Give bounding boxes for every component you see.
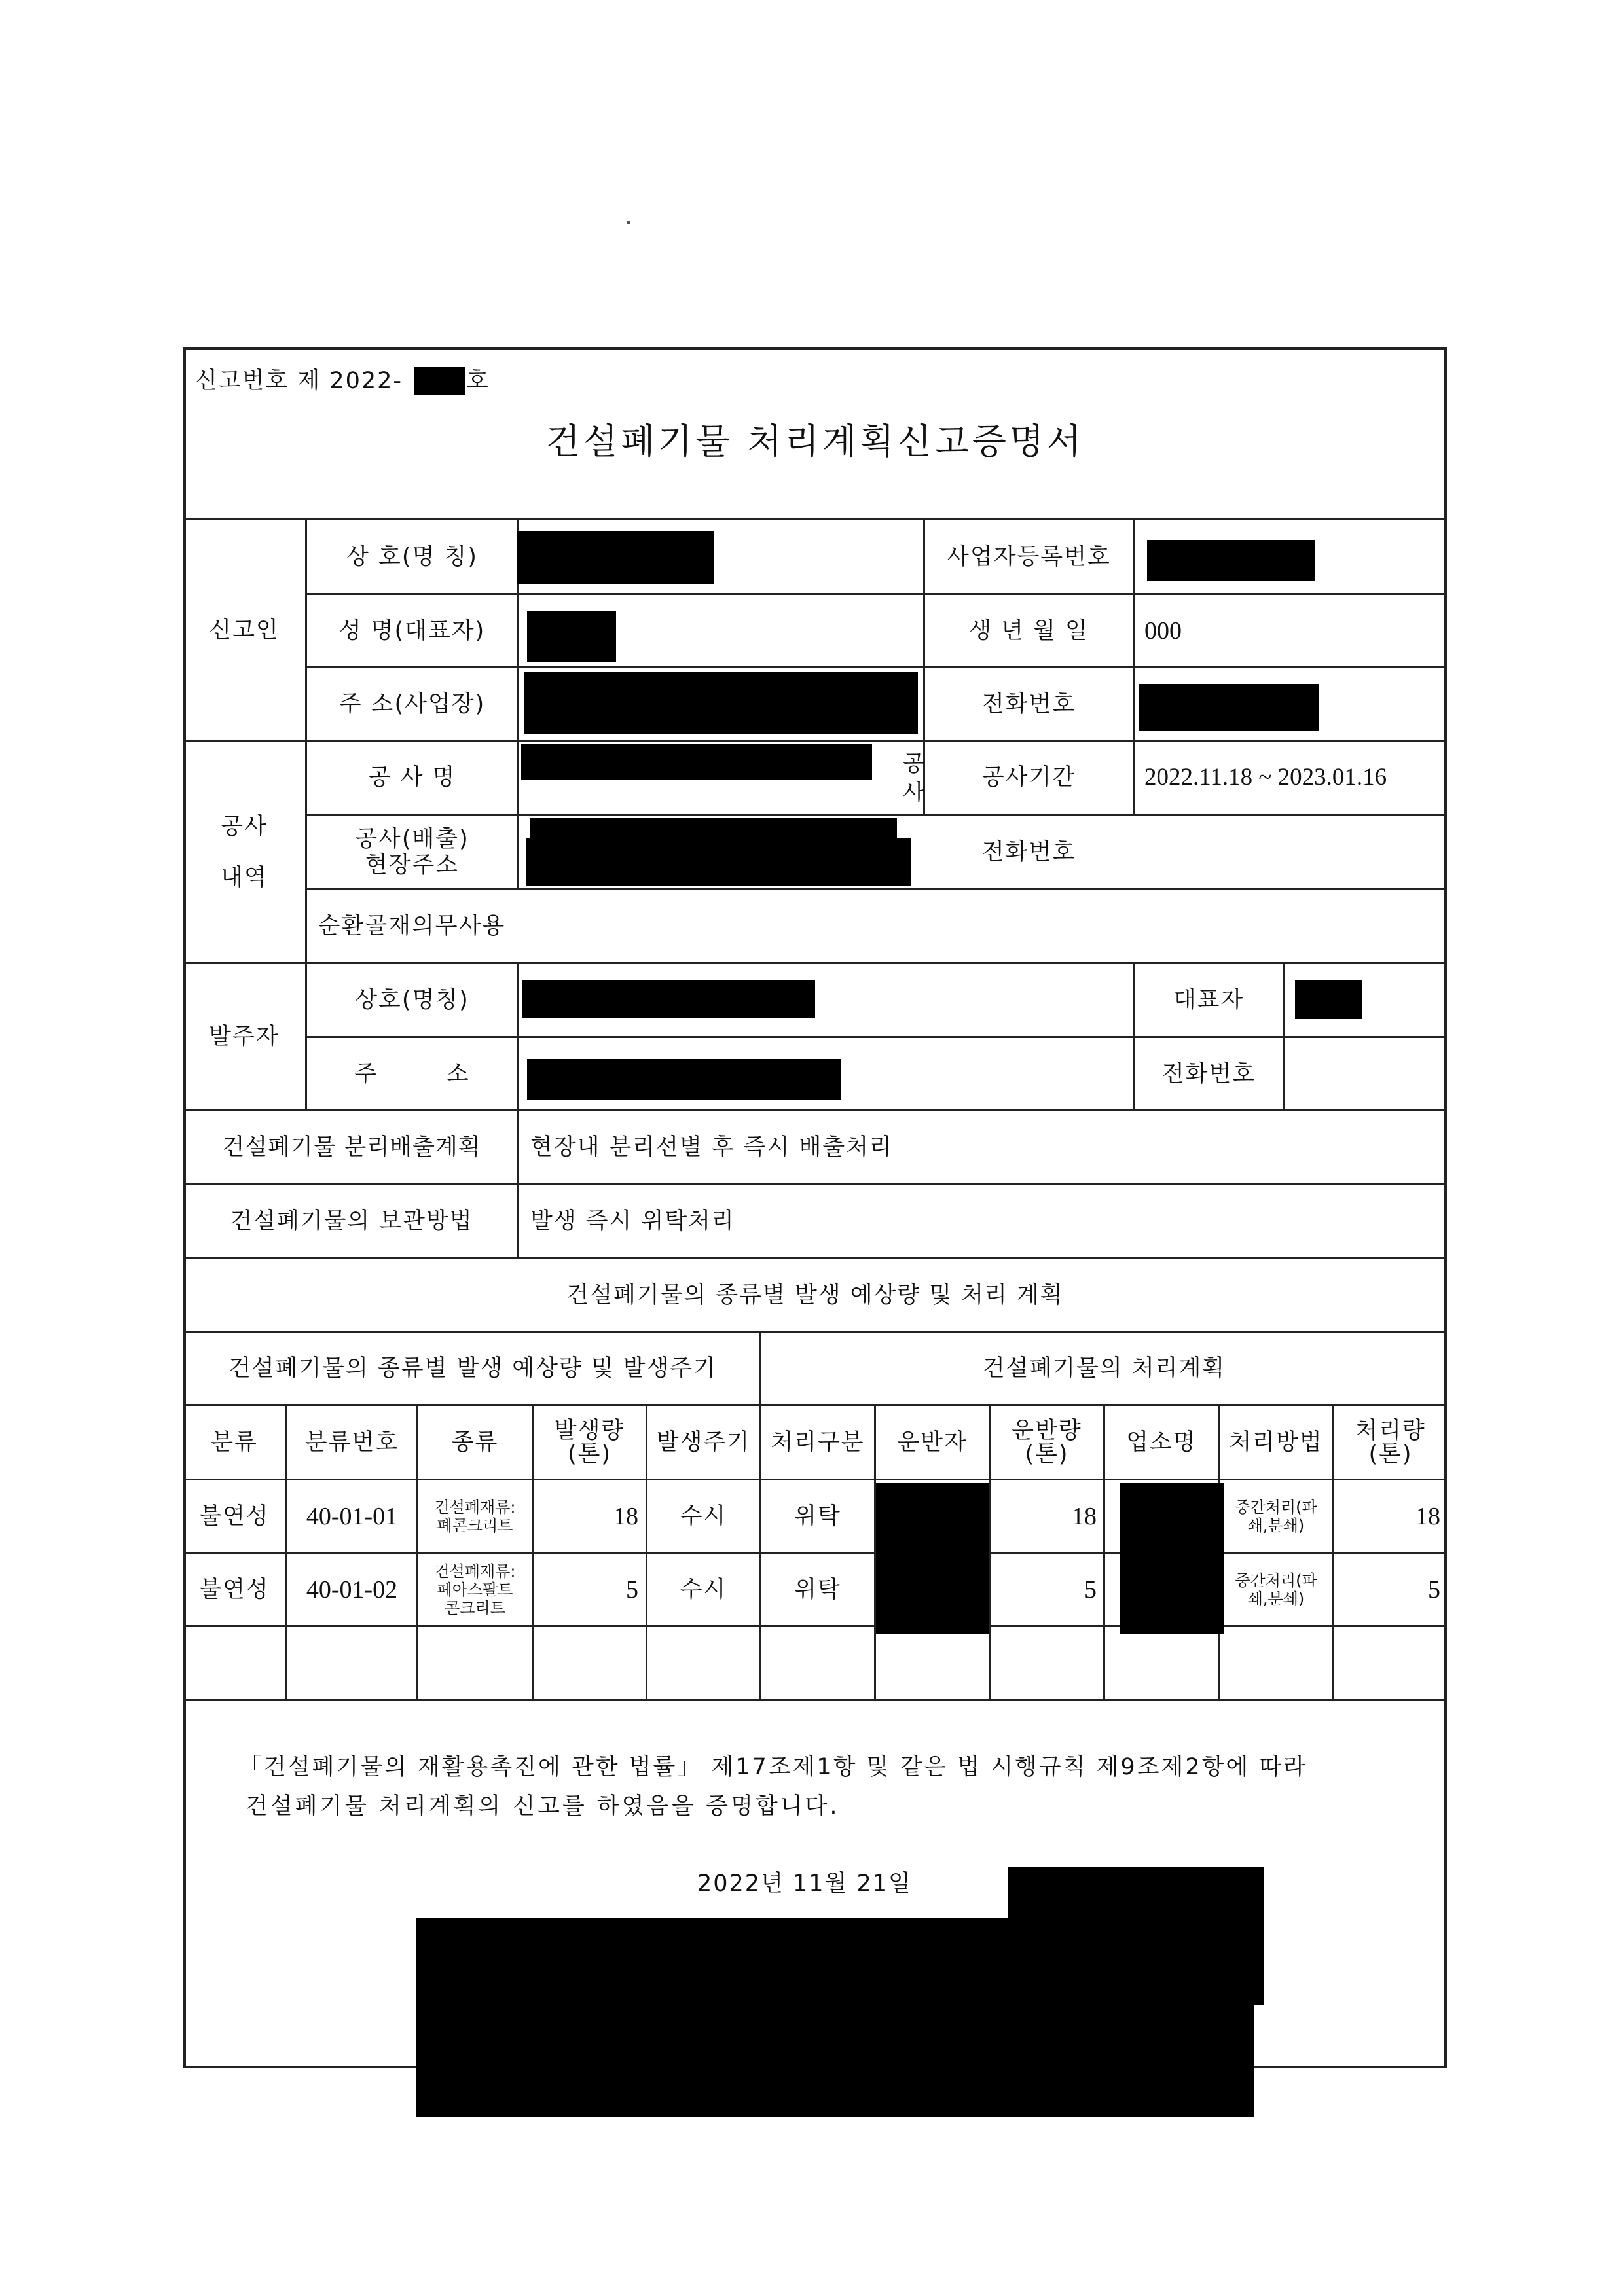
rule (183, 1625, 1447, 1627)
table-cell-type: 건설폐재류: 폐아스팔트 콘크리트 (434, 1562, 516, 1617)
client-rep-label: 대표자 (1173, 987, 1245, 1013)
table-cell-amount: 18 (613, 1502, 638, 1530)
table-cell-type: 건설폐재류: 폐콘크리트 (434, 1498, 516, 1535)
table-cell-handling: 위탁 (794, 1503, 841, 1530)
redacted-client-trade-name (522, 980, 815, 1018)
client-section-label: 발주자 (209, 1024, 280, 1050)
report-number-suffix: 호 (466, 368, 490, 394)
col-header-transport-amount: 운반량 (톤) (1012, 1417, 1082, 1467)
redacted-site-address-2 (526, 838, 911, 886)
report-number-prefix: 신고번호 제 2022- (195, 368, 403, 394)
client-trade-name-label: 상호(명칭) (355, 987, 469, 1013)
rule (183, 1699, 1447, 1701)
declarant-section-label: 신고인 (209, 617, 280, 643)
representative-label: 성 명(대표자) (338, 617, 486, 644)
rule (1283, 962, 1285, 1110)
construction-name-label: 공 사 명 (368, 764, 456, 791)
redacted-client-address (527, 1059, 841, 1100)
client-address-label: 주 소 (354, 1060, 470, 1087)
business-reg-label: 사업자등록번호 (947, 543, 1111, 570)
col-header-code: 분류번호 (304, 1429, 399, 1456)
table-cell-method: 중간처리(파 쇄,분쇄) (1235, 1571, 1317, 1608)
col-header-amount: 발생량 (톤) (554, 1417, 625, 1467)
col-header-method: 처리방법 (1229, 1429, 1323, 1456)
table-cell-category: 불연성 (199, 1576, 270, 1603)
table-cell-code: 40-01-01 (306, 1502, 398, 1530)
table-cell-method: 중간처리(파 쇄,분쇄) (1235, 1498, 1317, 1535)
redacted-company (1120, 1483, 1224, 1634)
redacted-client-rep (1295, 980, 1362, 1019)
table-cell-transport-amount: 5 (1084, 1575, 1097, 1604)
table-cell-handling: 위탁 (794, 1576, 841, 1603)
rule (517, 1109, 519, 1257)
col-header-company: 업소명 (1126, 1429, 1197, 1456)
col-header-handling: 처리구분 (771, 1429, 865, 1456)
construction-name-suffix: 공 사 (903, 751, 924, 806)
table-cell-code: 40-01-02 (306, 1575, 398, 1604)
construction-section-label: 공사 내역 (221, 813, 268, 891)
recycled-aggregate-label: 순환골재의무사용 (318, 913, 506, 939)
redacted-transporter (876, 1483, 989, 1634)
client-phone-label: 전화번호 (1161, 1060, 1256, 1087)
redacted-trade-name (517, 531, 714, 584)
construction-period-value: 2022.11.18 ~ 2023.01.16 (1144, 764, 1387, 791)
waste-generation-header: 건설폐기물의 종류별 발생 예상량 및 발생주기 (228, 1355, 718, 1382)
separation-plan-label: 건설폐기물 분리배출계획 (222, 1134, 481, 1160)
declarant-phone-label: 전화번호 (981, 691, 1076, 717)
col-header-transporter: 운반자 (897, 1429, 968, 1456)
redacted-issuer (416, 1918, 1254, 2117)
storage-method-label: 건설폐기물의 보관방법 (230, 1208, 473, 1234)
col-header-type: 종류 (451, 1429, 499, 1456)
trade-name-label: 상 호(명 칭) (346, 543, 478, 570)
site-phone-label: 전화번호 (981, 838, 1076, 865)
table-cell-cycle: 수시 (680, 1576, 727, 1603)
redacted-address (524, 672, 918, 734)
table-cell-category: 불연성 (199, 1503, 270, 1530)
birth-value: 000 (1144, 617, 1182, 645)
separation-plan-value: 현장내 분리선별 후 즉시 배출처리 (530, 1134, 893, 1160)
scan-dot (627, 221, 630, 224)
redacted-business-reg (1147, 540, 1315, 581)
page-title: 건설폐기물 처리계획신고증명서 (545, 421, 1085, 462)
col-header-category: 분류 (211, 1429, 258, 1456)
birth-label: 생 년 월 일 (969, 617, 1089, 644)
redacted-report-number (414, 367, 465, 395)
certification-line-2: 건설폐기물 처리계획의 신고를 하였음을 증명합니다. (246, 1793, 840, 1820)
redacted-declarant-phone (1139, 684, 1319, 731)
table-cell-transport-amount: 18 (1072, 1502, 1097, 1530)
rule (1133, 518, 1135, 815)
storage-method-value: 발생 즉시 위탁처리 (530, 1208, 735, 1234)
site-address-label: 공사(배출) 현장주소 (355, 825, 469, 878)
table-cell-processed: 5 (1428, 1575, 1440, 1604)
certification-line-1: 「건설폐기물의 재활용촉진에 관한 법률」 제17조제1항 및 같은 법 시행규칙 제9조제2항에 따라 (239, 1754, 1307, 1780)
construction-period-label: 공사기간 (981, 764, 1076, 791)
table-cell-processed: 18 (1415, 1502, 1440, 1530)
col-header-processed: 처리량 (톤) (1355, 1417, 1426, 1467)
table-cell-cycle: 수시 (680, 1503, 727, 1530)
waste-table-title: 건설폐기물의 종류별 발생 예상량 및 처리 계획 (566, 1282, 1064, 1308)
waste-plan-header: 건설폐기물의 처리계획 (982, 1355, 1226, 1382)
redacted-representative (527, 611, 616, 662)
address-label: 주 소(사업장) (338, 691, 486, 717)
table-cell-amount: 5 (626, 1575, 638, 1604)
col-header-cycle: 발생주기 (656, 1429, 751, 1456)
rule (517, 962, 519, 1110)
certification-date: 2022년 11월 21일 (697, 1871, 912, 1897)
